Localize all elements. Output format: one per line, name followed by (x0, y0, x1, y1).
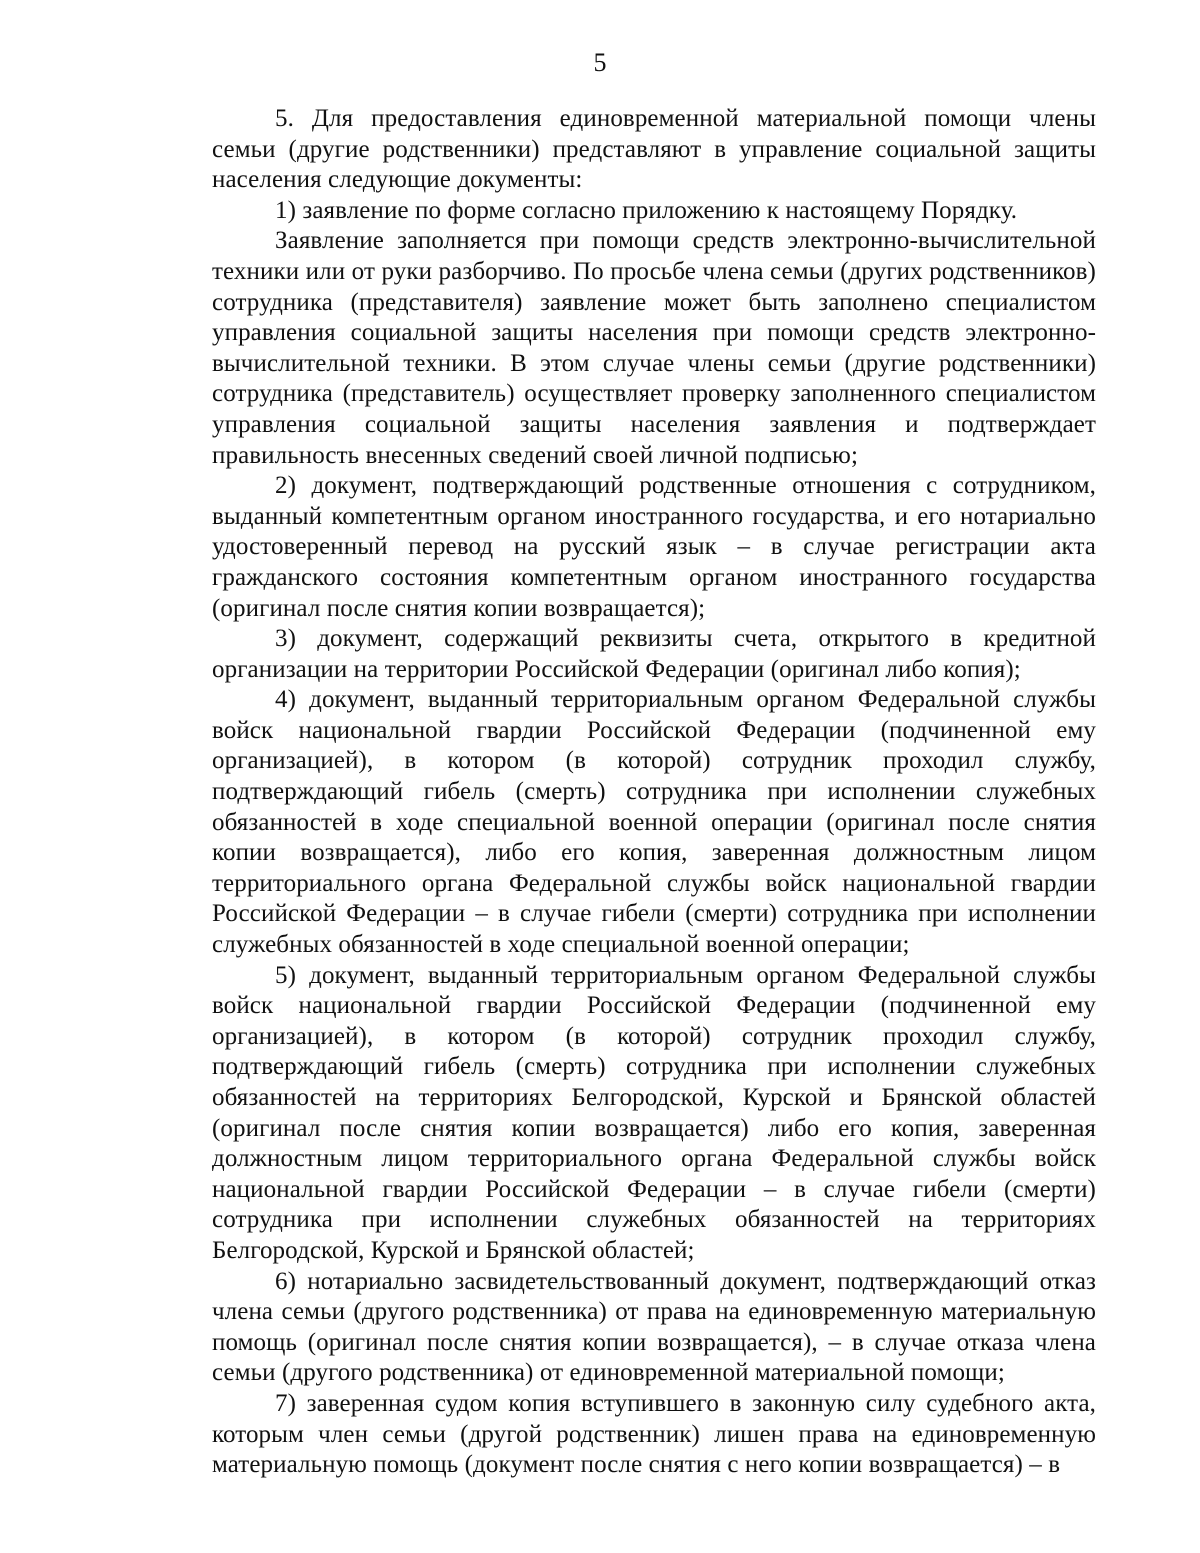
document-body (212, 104, 1096, 1481)
paragraph-item-5-intro: 5. Для предоставления единовременной материальной помощи члены семьи (другие родственники) представляют в управление социальной защиты населения следующие документы: (212, 105, 1096, 194)
paragraph-subitem-3: 3) документ, содержащий реквизиты счета, открытого в кредитной организации на территории Российской Федерации (оригинал либо копия); (212, 625, 1096, 683)
paragraph-subitem-1: 1) заявление по форме согласно приложению к настоящему Порядку. (275, 196, 1018, 224)
paragraph-subitem-5: 5) документ, выданный территориальным органом Федеральной службы войск национальной гвардии Российской Федерации (подчиненной ему организацией), в котором (в которой) сотрудник проходил службу, подтверждающий гибель (смерть) сотрудника при исполнении служебных обязанностей на территориях Белгородской, Курской и Брянской областей (оригинал после снятия копии возвращается) либо его копия, заверенная должностным лицом территориального органа Федеральной службы войск национальной гвардии Российской Федерации – в случае гибели (смерти) сотрудника при исполнении служебных обязанностей на территориях Белгородской, Курской и Брянской областей; (212, 961, 1096, 1264)
paragraph-application-instructions: Заявление заполняется при помощи средств электронно-вычислительной техники или от руки разборчиво. По просьбе члена семьи (других родственников) сотрудника (представителя) заявление может быть заполнено специалистом управления социальной защиты населения при помощи средств электронно-вычислительной техники. В этом случае члены семьи (другие родственники) сотрудника (представитель) осуществляет проверку заполненного специалистом управления социальной защиты населения заявления и подтверждает правильность внесенных сведений своей личной подписью; (212, 227, 1096, 469)
paragraph-subitem-2: 2) документ, подтверждающий родственные отношения с сотрудником, выданный компетентным органом иностранного государства, и его нотариально удостоверенный перевод на русский язык – в случае регистрации акта гражданского состояния компетентным органом иностранного государства (оригинал после снятия копии возвращается); (212, 472, 1096, 622)
paragraph-subitem-4: 4) документ, выданный территориальным органом Федеральной службы войск национальной гвардии Российской Федерации (подчиненной ему организацией), в котором (в которой) сотрудник проходил службу, подтверждающий гибель (смерть) сотрудника при исполнении служебных обязанностей в ходе специальной военной операции (оригинал после снятия копии возвращается), либо его копия, заверенная должностным лицом территориального органа Федеральной службы войск национальной гвардии Российской Федерации – в случае гибели (смерти) сотрудника при исполнении служебных обязанностей в ходе специальной военной операции; (212, 686, 1096, 959)
paragraph-subitem-6: 6) нотариально засвидетельствованный документ, подтверждающий отказ члена семьи (другого родственника) от права на единовременную материальную помощь (оригинал после снятия копии возвращается), – в случае отказа члена семьи (другого родственника) от единовременной материальной помощи; (212, 1267, 1096, 1387)
paragraph-subitem-7: 7) заверенная судом копия вступившего в законную силу судебного акта, которым член семьи (другой родственник) лишен права на единовременную материальную помощь (документ после снятия с него копии возвращается) – в (212, 1389, 1096, 1479)
page-number: 5 (593, 48, 607, 77)
